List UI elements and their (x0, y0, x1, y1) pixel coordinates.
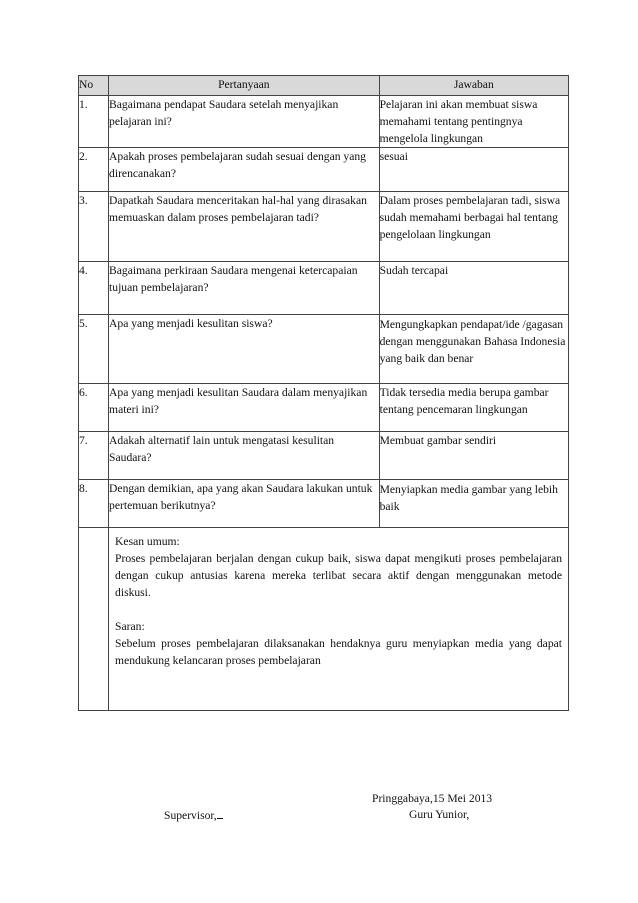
row-question: Bagaimana perkiraan Saudara mengenai ketercapaian tujuan pembelajaran? (109, 262, 380, 315)
table-header-row (79, 76, 569, 96)
header-question: Pertanyaan (109, 76, 380, 96)
row-answer: Sudah tercapai (379, 262, 568, 315)
summary-cell (109, 528, 569, 711)
row-number: 8. (79, 480, 109, 528)
summary-row (79, 528, 569, 711)
row-question: Adakah alternatif lain untuk mengatasi kesulitan Saudara? (109, 432, 380, 480)
header-no: No (79, 76, 109, 96)
row-number: 4. (79, 262, 109, 315)
row-answer: Dalam proses pembelajaran tadi, siswa sudah memahami berbagai hal tentang pengelolaan lingkungan (379, 192, 568, 262)
signature-line (217, 808, 223, 819)
row-answer: Pelajaran ini akan membuat siswa memahami tentang pentingnya mengelola lingkungan (379, 96, 568, 148)
row-question: Apakah proses pembelajaran sudah sesuai dengan yang direncanakan? (109, 148, 380, 192)
row-question: Dapatkah Saudara menceritakan hal-hal yang dirasakan memuaskan dalam proses pembelajaran tadi? (109, 192, 380, 262)
row-question: Dengan demikian, apa yang akan Saudara lakukan untuk pertemuan berikutnya? (109, 480, 380, 528)
row-question: Apa yang menjadi kesulitan Saudara dalam menyajikan materi ini? (109, 384, 380, 432)
supervisor-signature-block (164, 808, 223, 822)
general-impression-label: Kesan umum: (115, 535, 180, 548)
paragraph-gap (115, 601, 562, 618)
header-answer: Jawaban (379, 76, 568, 96)
summary-number-cell (79, 528, 109, 711)
row-number: 1. (79, 96, 109, 148)
advice-text: Sebelum proses pembelajaran dilaksanakan hendaknya guru menyiapkan media yang dapat mendukung kelancaran proses pembelajaran (115, 637, 562, 667)
table-row (79, 262, 569, 315)
row-number: 7. (79, 432, 109, 480)
general-impression-text: Proses pembelajaran berjalan dengan cukup baik, siswa dapat mengikuti proses pembelajaran dengan cukup antusias karena mereka terlibat secara aktif dengan menggunakan metode diskusi. (115, 552, 562, 599)
row-question: Apa yang menjadi kesulitan siswa? (109, 315, 380, 384)
place-date: Pringgabaya,15 Mei 2013 (372, 792, 493, 805)
row-number: 6. (79, 384, 109, 432)
row-answer: sesuai (379, 148, 568, 192)
table-row (79, 480, 569, 528)
reflection-table (78, 75, 569, 711)
row-question: Bagaimana pendapat Saudara setelah menyajikan pelajaran ini? (109, 96, 380, 148)
table-row (79, 384, 569, 432)
row-answer: Tidak tersedia media berupa gambar tentang pencemaran lingkungan (379, 384, 568, 432)
row-answer: Menyiapkan media gambar yang lebih baik (379, 480, 568, 528)
table-row (79, 432, 569, 480)
table-row (79, 315, 569, 384)
row-answer: Membuat gambar sendiri (379, 432, 568, 480)
row-answer: Mengungkapkan pendapat/ide /gagasan dengan menggunakan Bahasa Indonesia yang baik dan benar (379, 315, 568, 384)
table-row (79, 148, 569, 192)
row-number: 2. (79, 148, 109, 192)
supervisor-label: Supervisor, (164, 809, 217, 822)
row-number: 5. (79, 315, 109, 384)
table-row (79, 96, 569, 148)
teacher-label: Guru Yunior, (409, 808, 470, 821)
row-number: 3. (79, 192, 109, 262)
table-row (79, 192, 569, 262)
advice-label: Saran: (115, 620, 145, 633)
